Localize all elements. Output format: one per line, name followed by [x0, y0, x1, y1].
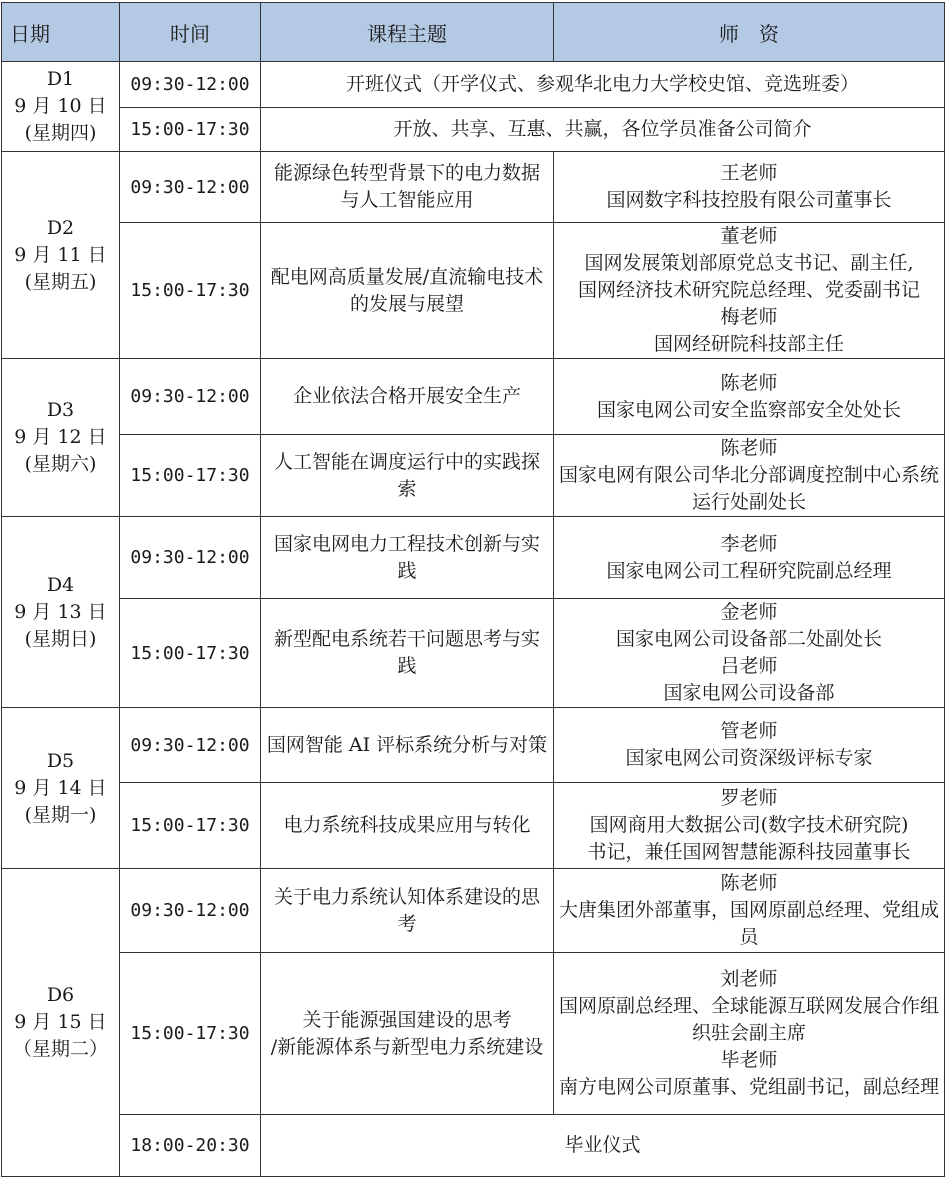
time-cell: 09:30-12:00 [120, 517, 261, 599]
time-cell: 09:30-12:00 [120, 708, 261, 783]
teacher-cell: 罗老师 国网商用大数据公司(数字技术研究院) 书记，兼任国网智慧能源科技园董事长 [554, 783, 945, 869]
header-teacher: 师 资 [554, 3, 945, 62]
table-row [2, 599, 945, 708]
table-row [2, 869, 945, 953]
time-cell: 15:00-17:30 [120, 223, 261, 359]
topic-cell: 国网智能 AI 评标系统分析与对策 [261, 708, 554, 783]
topic-cell: 人工智能在调度运行中的实践探索 [261, 435, 554, 517]
day-cell: D4 9 月 13 日 (星期日) [2, 517, 120, 708]
topic-cell: 国家电网电力工程技术创新与实践 [261, 517, 554, 599]
header-time: 时间 [120, 3, 261, 62]
topic-cell: 企业依法合格开展安全生产 [261, 359, 554, 435]
time-cell: 18:00-20:30 [120, 1115, 261, 1177]
teacher-cell: 陈老师 大唐集团外部董事，国网原副总经理、党组成员 [554, 869, 945, 953]
header-row [2, 3, 945, 62]
time-cell: 15:00-17:30 [120, 953, 261, 1115]
teacher-cell: 王老师 国网数字科技控股有限公司董事长 [554, 152, 945, 223]
topic-cell: 能源绿色转型背景下的电力数据与人工智能应用 [261, 152, 554, 223]
topic-cell: 开班仪式（开学仪式、参观华北电力大学校史馆、竞选班委） [261, 62, 945, 108]
teacher-cell: 陈老师 国家电网有限公司华北分部调度控制中心系统运行处副处长 [554, 435, 945, 517]
header-topic: 课程主题 [261, 3, 554, 62]
time-cell: 09:30-12:00 [120, 359, 261, 435]
table-row [2, 152, 945, 223]
day-cell: D2 9 月 11 日 (星期五) [2, 152, 120, 359]
table-row [2, 108, 945, 152]
table-row [2, 953, 945, 1115]
table-row [2, 62, 945, 108]
table-row [2, 359, 945, 435]
header-date: 日期 [2, 3, 120, 62]
teacher-cell: 李老师 国家电网公司工程研究院副总经理 [554, 517, 945, 599]
topic-cell: 配电网高质量发展/直流输电技术的发展与展望 [261, 223, 554, 359]
time-cell: 09:30-12:00 [120, 869, 261, 953]
table-row [2, 223, 945, 359]
topic-cell: 电力系统科技成果应用与转化 [261, 783, 554, 869]
course-schedule-table [1, 2, 945, 1177]
time-cell: 15:00-17:30 [120, 783, 261, 869]
teacher-cell: 金老师 国家电网公司设备部二处副处长 吕老师 国家电网公司设备部 [554, 599, 945, 708]
table-row [2, 708, 945, 783]
day-cell: D5 9 月 14 日 (星期一) [2, 708, 120, 869]
time-cell: 15:00-17:30 [120, 599, 261, 708]
table-row [2, 783, 945, 869]
teacher-cell: 陈老师 国家电网公司安全监察部安全处处长 [554, 359, 945, 435]
day-cell: D3 9 月 12 日 (星期六) [2, 359, 120, 517]
topic-cell: 开放、共享、互惠、共赢，各位学员准备公司简介 [261, 108, 945, 152]
time-cell: 15:00-17:30 [120, 108, 261, 152]
topic-cell: 新型配电系统若干问题思考与实践 [261, 599, 554, 708]
topic-cell: 关于电力系统认知体系建设的思考 [261, 869, 554, 953]
teacher-cell: 董老师 国网发展策划部原党总支书记、副主任, 国网经济技术研究院总经理、党委副书记 梅老师 国网经研院科技部主任 [554, 223, 945, 359]
table-row [2, 1115, 945, 1177]
time-cell: 09:30-12:00 [120, 152, 261, 223]
teacher-cell: 刘老师 国网原副总经理、全球能源互联网发展合作组织驻会副主席 毕老师 南方电网公司原董事、党组副书记，副总经理 [554, 953, 945, 1115]
topic-cell: 毕业仪式 [261, 1115, 945, 1177]
day-cell: D1 9 月 10 日 (星期四) [2, 62, 120, 152]
day-cell: D6 9 月 15 日 （星期二） [2, 869, 120, 1177]
table-row [2, 517, 945, 599]
teacher-cell: 管老师 国家电网公司资深级评标专家 [554, 708, 945, 783]
time-cell: 15:00-17:30 [120, 435, 261, 517]
time-cell: 09:30-12:00 [120, 62, 261, 108]
table-row [2, 435, 945, 517]
topic-cell: 关于能源强国建设的思考 /新能源体系与新型电力系统建设 [261, 953, 554, 1115]
